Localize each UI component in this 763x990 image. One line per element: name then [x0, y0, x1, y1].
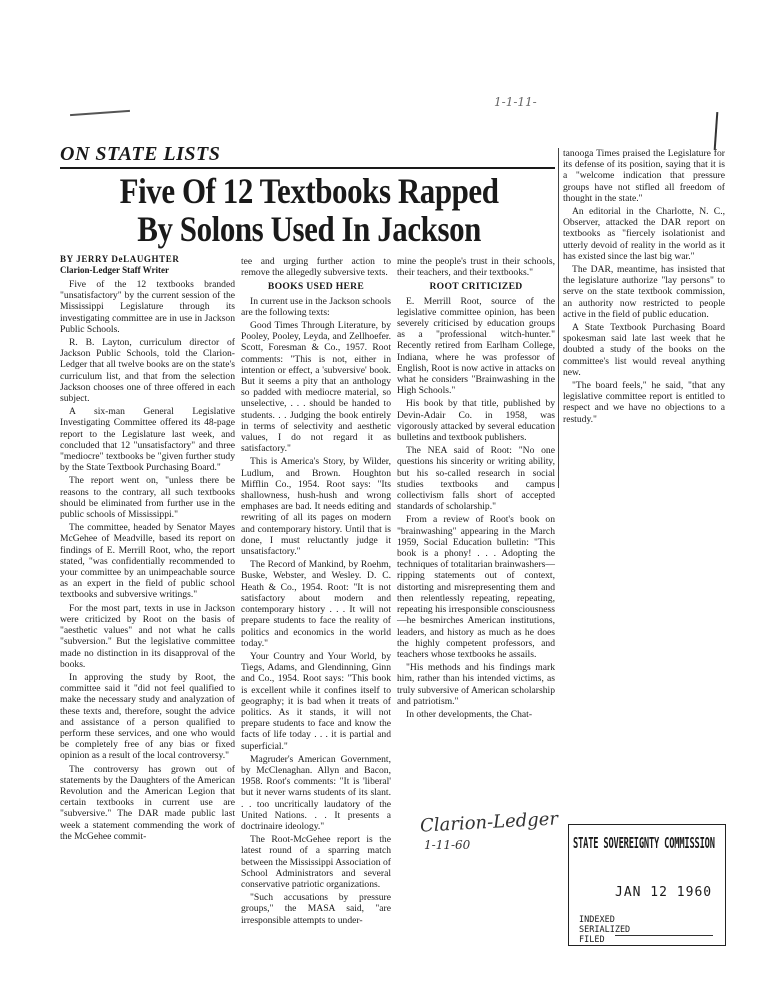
handwritten-date: 1-11-60 — [424, 838, 471, 852]
paragraph: E. Merrill Root, source of the legislative committee opinion, has been severely criticised by education groups as a "professional witch-hunter." Recently retired from Earlham College, Indiana, where he was professor of English, Root is now active in attacks on what he considers "Brainwashing in the High Schools." — [397, 295, 555, 397]
paragraph: The report went on, "unless there be reasons to the contrary, all such textbooks should be eliminated from further use in the public schools of Mississippi." — [60, 475, 235, 521]
top-pen-stroke — [70, 110, 130, 116]
subhead-books-used-here: BOOKS USED HERE — [267, 281, 365, 293]
paragraph: A State Textbook Purchasing Board spokesman said late last week that he doubted a study of the books on the committee's list would reveal anything new. — [563, 322, 725, 378]
headline-line-2: By Solons Used In Jackson — [137, 209, 481, 249]
handwritten-source — [420, 808, 559, 836]
paragraph: "The board feels," he said, "that any legislative committee report is entitled to respect and we have no objections to a restudy." — [563, 380, 725, 425]
paragraph: His book by that title, published by Devin-Adair Co. in 1958, was vigorously attacked by several education bulletins and textbook publishers. — [397, 398, 555, 444]
paragraph: Good Times Through Literature, by Pooley, Pooley, Leyda, and Zellhoefer. Scott, Foresman & Co., 1957. Root comments: "This is not, either in intention or effect, a 'subversive' book. But it seems a pity that an anthology so padded with mediocre material, so unselective, . . . should be handed to students. . . Judging the book entirely in terms of selectivity and aesthetic values, I do not regard it as satisfactory." — [241, 320, 391, 455]
top-handwritten-mark: 1-1-11- — [494, 95, 537, 109]
byline-author: BY JERRY DeLAUGHTER — [60, 254, 180, 264]
paragraph: In other developments, the Chat- — [406, 708, 533, 720]
paragraph: An editorial in the Charlotte, N. C., Observer, attacked the DAR report on textbooks as "fiercely isolationist and utterly devoid of reality in the world as it has existed since the last big war." — [563, 206, 725, 262]
paragraph: For the most part, texts in use in Jackson were criticized by Root on the basis of "aesthetic values" and not what he calls "subversion." But the legislative committee made no distinction in its disapproval of the books. — [60, 602, 235, 670]
paragraph: In current use in the Jackson schools are the following texts: — [241, 295, 391, 318]
stamp-line-filed: FILED — [579, 935, 605, 945]
article-column-2 — [241, 256, 391, 928]
paragraph: mine the people's trust in their schools, their teachers, and their textbooks." — [397, 256, 555, 279]
byline — [60, 254, 235, 276]
paragraph: The Record of Mankind, by Roehm, Buske, Webster, and Wesley. D. C. Heath & Co., 1954. Root: "It is not satisfactory about modern and contemporary history . . . It will not prepare students to face the reality of politics and economics in the world today." — [241, 559, 391, 649]
paragraph: The controversy has grown out of statements by the Daughters of the American Revolution and the American Legion that certain textbooks in current use are "subversive." The DAR made public last week a statement commending the work of the McGehee commit- — [60, 763, 235, 842]
paragraph: The DAR, meantime, has insisted that the legislature authorize "lay persons" to serve on the state textbook commission, an authority now restricted to people active in the field of public education. — [563, 264, 725, 320]
headline-line-1: Five Of 12 Textbooks Rapped — [119, 171, 499, 211]
paragraph: In approving the study by Root, the committee said it "did not feel qualified to make the necessary study and analyzation of these texts and, therefore, sought the advice and assistance of a person qualified to perform these services, and one who would be completely free of any bias or fixed opinion as a result of the local controversy." — [60, 671, 235, 762]
paragraph: This is America's Story, by Wilder, Ludlum, and Brown. Houghton Mifflin Co., 1954. Root says: "Its shallowness, hush-hush and wrong emphases are bad. It needs editing and rewriting of all its pages on modern and contemporary history. Until that is done, I must reluctantly judge it unsatisfactory." — [241, 456, 391, 558]
paragraph: "His methods and his findings mark him, rather than his intended victims, as truly subversive of American scholarship and patriotism." — [397, 662, 555, 707]
column-rule — [558, 148, 559, 488]
paragraph: A six-man General Legislative Investigating Committee offered its 48-page report to the Legislature last week, and concluded that 12 "unsatisfactory" and three "mediocre" textbooks be "given further study by the State Textbook Purchasing Board." — [60, 406, 235, 474]
headline — [70, 172, 548, 248]
paragraph: The NEA said of Root: "No one questions his sincerity or writing ability, but his so-called research in social studies textbooks and campus collectivism falls short of accepted standards of scholarship." — [397, 445, 555, 513]
subhead-root-criticized: ROOT CRITICIZED — [429, 281, 523, 293]
paragraph: Five of the 12 textbooks branded "unsatisfactory" by the current session of the Mississippi Legislature through its investigating committee are in use in Jackson Public Schools. — [60, 279, 235, 335]
stamp-lines — [579, 915, 630, 945]
stamp-line-indexed: INDEXED — [579, 915, 615, 925]
paragraph: Magruder's American Government, by McClenaghan. Allyn and Bacon, 1958. Root's comments: "It is 'liberal' but it never warns students of its slant. . . too uncritically laudatory of the United Nations. . . It presents a doctrinaire ideology." — [241, 753, 391, 832]
paragraph: Your Country and Your World, by Tiegs, Adams, and Glendinning, Ginn and Co., 1954. Root says: "This book is excellent while it confines itself to geography; it is bad when it treats of politics. As it stands, it will not prepare students to face and know the facts of life today . . . it is partial and superficial." — [241, 650, 391, 752]
paragraph: "Such accusations by pressure groups," the MASA said, "are irresponsible attempts to under- — [241, 892, 391, 926]
article-column-1 — [60, 254, 235, 844]
paragraph: From a review of Root's book on "brainwashing" appearing in the March 1959, Social Education bulletin: "This book is a phony! . . . Adopting the techniques of totalitarian brainwashers—ripping statements out of context, distorting and misrepresenting them and then relentlessly repeating, repeating, repeating his irresponsible consciousness—he besmirches American institutions, leaders, and history as much as he does the highly competent professors, and teachers whose textbooks he assails. — [397, 514, 555, 660]
handwritten-source-text: Clarion-Ledger — [419, 808, 559, 837]
paragraph: The Root-McGehee report is the latest round of a sparring match between the Mississippi Association of School Administrators and several conservative patriotic organizations. — [241, 834, 391, 890]
stamp-date: JAN 12 1960 — [615, 885, 713, 900]
stamp-filed-underline — [615, 935, 713, 936]
stamp-title: STATE SOVEREIGNTY COMMISSION — [573, 834, 715, 852]
paragraph: tanooga Times praised the Legislature for its defense of its position, saying that it is a "welcome indication that pressure groups have not stifled all freedom of thought in the state." — [563, 148, 725, 204]
paragraph: R. B. Layton, curriculum director of Jackson Public Schools, told the Clarion-Ledger that all twelve books are on the state's curriculum list, and that from the selection Jackson chooses one of three offered in each subject. — [60, 337, 235, 405]
paragraph: tee and urging further action to remove the allegedly subversive texts. — [241, 256, 391, 279]
byline-role: Clarion-Ledger Staff Writer — [60, 265, 169, 275]
section-label: ON STATE LISTS — [60, 143, 221, 165]
sovereignty-commission-stamp — [568, 824, 726, 946]
article-column-3 — [397, 256, 555, 722]
label-rule — [60, 167, 555, 169]
article-column-4 — [563, 148, 725, 427]
stamp-line-serialized: SERIALIZED — [579, 925, 631, 935]
paragraph: The committee, headed by Senator Mayes McGehee of Meadville, based its report on findings of E. Merrill Root, who, the report stated, "was confidentially recommended to your committee by an unimpeachable source as an expert in the field of public school textbooks and subversive writings." — [60, 522, 235, 601]
margin-pen-stroke — [714, 112, 719, 150]
